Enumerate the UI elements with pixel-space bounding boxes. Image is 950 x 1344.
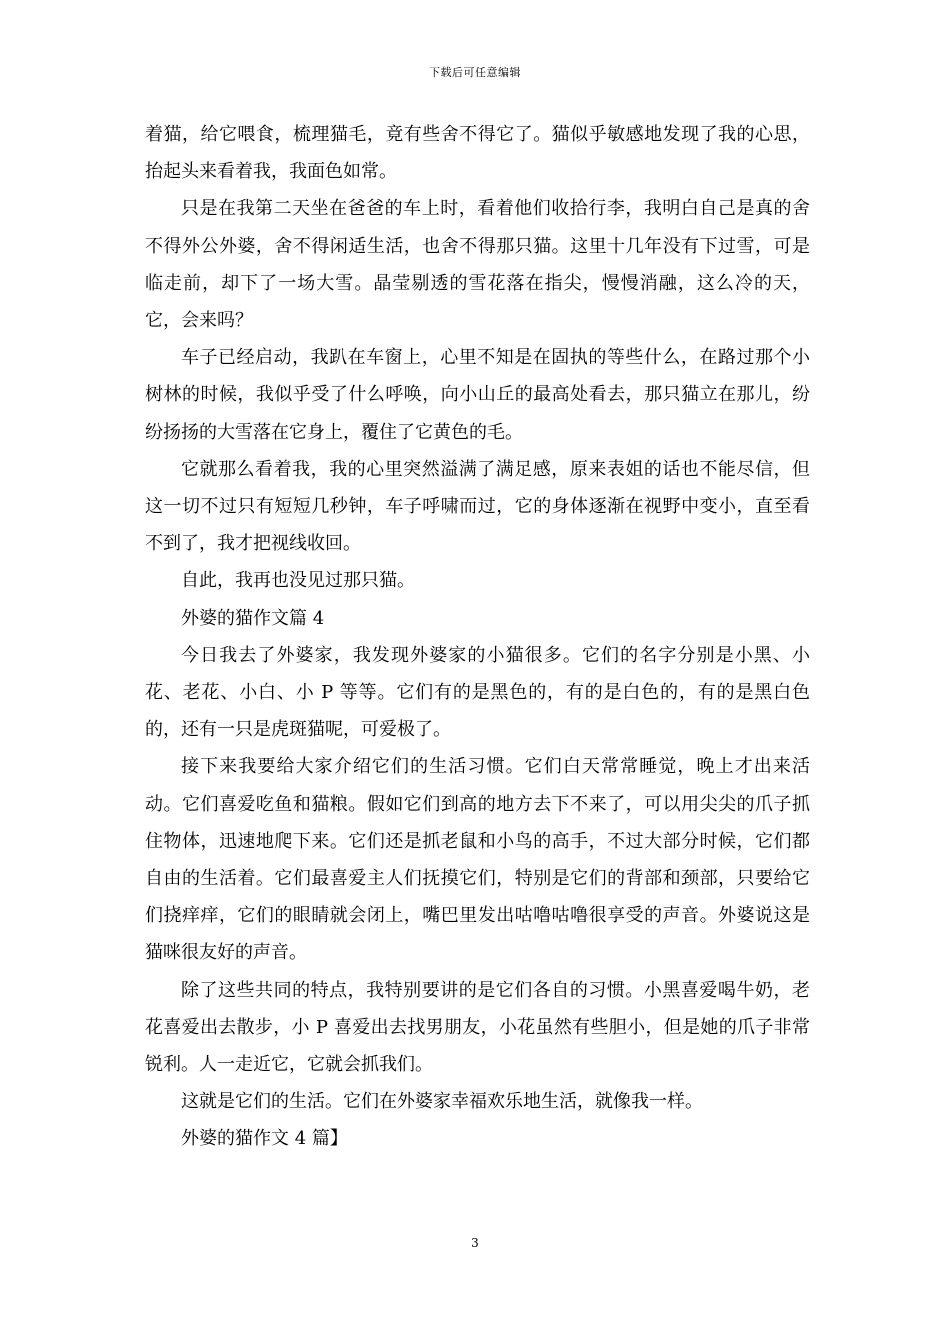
document-body (145, 116, 810, 1158)
paragraph: 着猫，给它喂食，梳理猫毛，竟有些舍不得它了。猫似乎敏感地发现了我的心思，抬起头来看着我，我面色如常。 (145, 124, 810, 183)
paragraph: 除了这些共同的特点，我特别要讲的是它们各自的习惯。小黑喜爱喝牛奶，老花喜爱出去散步，小 P 喜爱出去找男朋友，小花虽然有些胆小，但是她的爪子非常锐利。人一走近它，它就会抓我们。 (145, 979, 810, 1076)
paragraph: 外婆的猫作文 4 篇】 (181, 1128, 348, 1150)
paragraph: 今日我去了外婆家，我发现外婆家的小猫很多。它们的名字分别是小黑、小花、老花、小白、小 P 等等。它们有的是黑色的，有的是白色的，有的是黑白色的，还有一只是虎斑猫呢，可爱极了。 (145, 644, 810, 741)
section-heading: 外婆的猫作文篇 4 (181, 607, 325, 629)
paragraph: 只是在我第二天坐在爸爸的车上时，看着他们收拾行李，我明白自己是真的舍不得外公外婆，舍不得闲适生活，也舍不得那只猫。这里十几年没有下过雪，可是临走前，却下了一场大雪。晶莹剔透的雪花落在指尖，慢慢消融，这么冷的天，它，会来吗？ (145, 198, 810, 332)
paragraph: 这就是它们的生活。它们在外婆家幸福欢乐地生活，就像我一样。 (181, 1091, 703, 1113)
page-number: 3 (471, 1236, 479, 1250)
paragraph: 车子已经启动，我趴在车窗上，心里不知是在固执的等些什么，在路过那个小树林的时候，我似乎受了什么呼唤，向小山丘的最高处看去，那只猫立在那儿，纷纷扬扬的大雪落在它身上，覆住了它黄色的毛。 (145, 347, 810, 443)
paragraph: 自此，我再也没见过那只猫。 (181, 570, 415, 592)
paragraph: 接下来我要给大家介绍它们的生活习惯。它们白天常常睡觉，晚上才出来活动。它们喜爱吃鱼和猫粮。假如它们到高的地方去下不来了，可以用尖尖的爪子抓住物体，迅速地爬下来。它们还是抓老鼠和小鸟的高手，不过大部分时候，它们都自由的生活着。它们最喜爱主人们抚摸它们，特别是它们的背部和颈部，只要给它们挠痒痒，它们的眼睛就会闭上，嘴巴里发出咕噜咕噜很享受的声音。外婆说这是猫咪很友好的声音。 (145, 756, 810, 964)
paragraph: 它就那么看着我，我的心里突然溢满了满足感，原来表姐的话也不能尽信，但这一切不过只有短短几秒钟，车子呼啸而过，它的身体逐渐在视野中变小，直至看不到了，我才把视线收回。 (145, 458, 810, 555)
page-header: 下载后可任意编辑 (429, 66, 521, 79)
